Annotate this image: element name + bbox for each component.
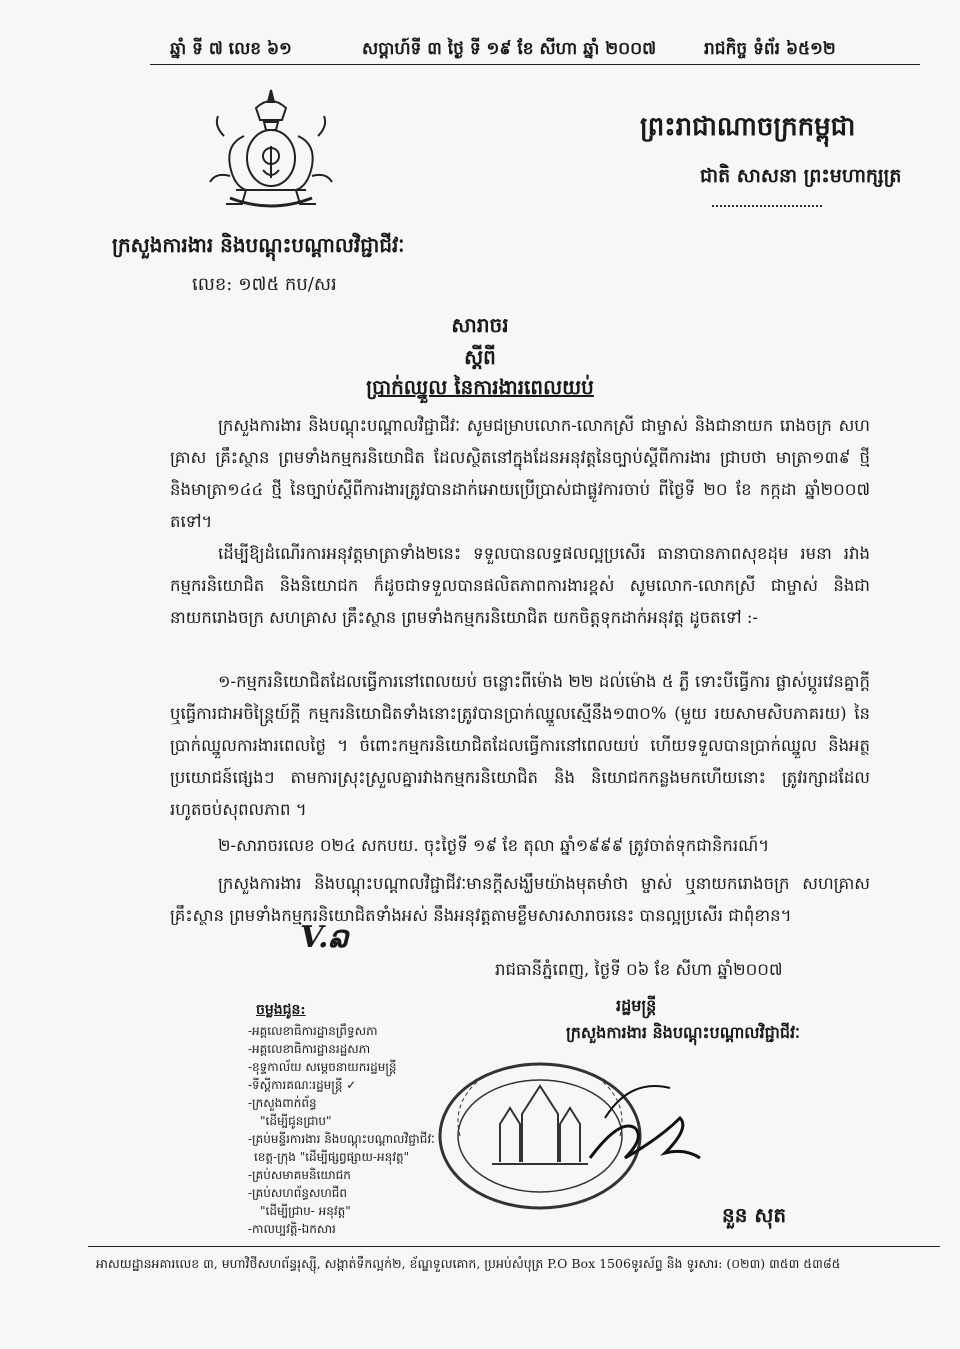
- motto-ornament: [712, 205, 822, 207]
- cc-item: -ខុទ្ទកាល័យ សម្តេចនាយករដ្ឋមន្ត្រី: [248, 1060, 397, 1074]
- cc-item: -ទីស្តីការគណៈរដ្ឋមន្ត្រី ✓: [248, 1078, 357, 1092]
- closing-paragraph: [170, 868, 870, 932]
- national-motto: ជាតិ សាសនា ព្រះមហាក្សត្រ: [700, 165, 902, 187]
- cc-item: -អគ្គលេខាធិការដ្ឋានរដ្ឋសភា: [248, 1042, 371, 1056]
- document-subject: ប្រាក់ឈ្នួល នៃការងារពេលយប់: [366, 375, 594, 399]
- cc-item: "ដើម្បីជ្រាប- អនុវត្ត": [260, 1204, 351, 1218]
- cc-item: -គ្រប់មន្ទីរការងារ និងបណ្តុះបណ្តាលវិជ្ជាជីវៈ: [248, 1132, 435, 1146]
- body-paragraph-2: [170, 538, 870, 634]
- cc-item: "ដើម្បីជូនជ្រាប": [260, 1114, 332, 1128]
- cc-item: -កាលប្បវត្តិ-ឯកសារ: [248, 1222, 336, 1236]
- cc-item: -គ្រប់សហព័ន្ធសហជីព: [248, 1186, 348, 1200]
- gazette-date: សប្តាហ៍ទី ៣ ថ្ងៃ ទី ១៩ ខែ សីហា ឆ្នាំ ២០០៧: [362, 39, 657, 59]
- cc-heading: ចម្លងជូន:: [256, 1002, 306, 1018]
- cc-list: [248, 1022, 435, 1238]
- cc-item: -ក្រសួងពាក់ព័ន្ធ: [248, 1096, 317, 1110]
- cc-item: ខេត្ត-ក្រុង "ដើម្បីផ្សព្វផ្សាយ-អនុវត្ត": [254, 1150, 410, 1164]
- paragraph-text: ដើម្បីឱ្យដំណើរការអនុវត្តមាត្រាទាំង២នេះ ទទួលបានលទ្ធផលល្អប្រសើរ ធានាបានភាពសុខដុម រមនា រវាងកម្មករនិយោជិត និងនិយោជក ក៏ដូចជាទទួលបានផលិតភាពការងារខ្ពស់ សូមលោក-លោកស្រី ជាម្ចាស់ និងជានាយករោងចក្រ សហគ្រាស គ្រឹះស្ថាន ព្រមទាំងកម្មករនិយោជិត យកចិត្តទុកដាក់អនុវត្ត ដូចតទៅ :-: [170, 544, 870, 627]
- footer-rule: [88, 1246, 940, 1247]
- kingdom-title: ព្រះរាជាណាចក្រកម្ពុជា: [640, 112, 856, 142]
- body-item-1: [170, 666, 870, 826]
- gazette-issue: ឆ្នាំ ទី ៧ លេខ ៦១: [170, 39, 292, 59]
- paragraph-text: ក្រសួងការងារ និងបណ្តុះបណ្តាលវិជ្ជាជីវៈ សូមជម្រាបលោក-លោកស្រី ជាម្ចាស់ និងជានាយក រោងចក្រ សហគ្រាស គ្រឹះស្ថាន ព្រមទាំងកម្មករនិយោជិត ដែលស្ថិតនៅក្នុងដែនអនុវត្តនៃច្បាប់ស្តីពីការងារ ជ្រាបថា មាត្រា១៣៩ ថ្មី និងមាត្រា១៤៤ ថ្មី នៃច្បាប់ស្តីពីការងារត្រូវបានដាក់អោយប្រើប្រាស់ជាផ្លូវការចាប់ ពីថ្ងៃទី ២០ ខែ កក្កដា ឆ្នាំ២០០៧ តទៅ។: [170, 416, 870, 531]
- document-about: ស្តីពី: [464, 345, 496, 369]
- header-rule: [150, 64, 920, 65]
- body-item-2: ២-សារាចរលេខ ០២៤ សកបយ. ចុះថ្ងៃទី ១៩ ខែ តុលា ឆ្នាំ១៩៩៩ ត្រូវចាត់ទុកជានិករណ៍។: [218, 836, 770, 855]
- footer-address: អាសយដ្ឋានអគារលេខ ៣, មហាវិថីសហព័ន្ធរុស្ស៊ី, សង្កាត់ទឹកល្អក់២, ខ័ណ្ឌទួលគោក, ប្រអប់សំបុត្រ P.O Box 1506ទូរស័ព្ទ និង ទូរសារ: (០២៣) ៣៥៣ ៥៣៨៥: [96, 1256, 841, 1271]
- cc-item: -អគ្គលេខាធិការដ្ឋានព្រឹទ្ធសភា: [248, 1024, 378, 1038]
- paragraph-text: ១-កម្មករនិយោជិតដែលធ្វើការនៅពេលយប់ ចន្លោះពីម៉ោង ២២ ដល់ម៉ោង ៥ ភ្លឺ ទោះបីធ្វើការ ផ្លាស់ប្តូរវេនគ្នាក្តី ឬធ្វើការជាអចិន្ត្រៃយ៍ក្តី កម្មករនិយោជិតទាំងនោះត្រូវបានប្រាក់ឈ្នួលស្មើនឹង១៣០% (មួយ រយសាមសិបភាគរយ) នៃប្រាក់ឈ្នួលការងារពេលថ្ងៃ ។ ចំពោះកម្មករនិយោជិតដែលធ្វើការនៅពេលយប់ ហើយទទួលបានប្រាក់ឈ្នួល និងអត្ថប្រយោជន៍ផ្សេងៗ តាមការស្រុះស្រួលគ្នារវាងកម្មករនិយោជិត និង និយោជកកន្លងមកហើយនោះ ត្រូវរក្សាដដែលរហូតចប់សុពលភាព ។: [170, 672, 870, 819]
- coat-of-arms-icon: [196, 86, 346, 216]
- paragraph-text: ក្រសួងការងារ និងបណ្តុះបណ្តាលវិជ្ជាជីវៈមានក្តីសង្ឃឹមយ៉ាងមុតមាំថា ម្ចាស់ ឬនាយករោងចក្រ សហគ្រាស គ្រឹះស្ថាន ព្រមទាំងកម្មករនិយោជិតទាំងអស់ នឹងអនុវត្តតាមខ្លឹមសារសារាចរនេះ បានល្អប្រសើរ ជាពុំខាន។: [170, 874, 870, 925]
- cc-item: -គ្រប់សមាគមនិយោជក: [248, 1168, 351, 1182]
- official-seal-icon: [430, 1058, 730, 1218]
- signatory-title: រដ្ឋមន្ត្រី: [616, 996, 657, 1015]
- signatory-name: នួន សុត: [722, 1203, 787, 1227]
- document-type: សារាចរ: [451, 313, 509, 337]
- ministry-name: ក្រសួងការងារ និងបណ្តុះបណ្តាលវិជ្ជាជីវៈ: [112, 233, 405, 257]
- signatory-ministry: ក្រសួងការងារ និងបណ្តុះបណ្តាលវិជ្ជាជីវៈ: [566, 1023, 800, 1042]
- handwritten-initials: V.ລ: [300, 920, 348, 955]
- body-paragraph-1: [170, 410, 870, 538]
- reference-number: លេខ: ១៧៥ កប/សរ: [192, 274, 337, 295]
- dateline: រាជធានីភ្នំពេញ, ថ្ងៃទី ០៦ ខែ សីហា ឆ្នាំ២០០៧: [495, 960, 783, 979]
- gazette-page: រាជកិច្ច ទំព័រ ៦៥១២: [704, 39, 836, 59]
